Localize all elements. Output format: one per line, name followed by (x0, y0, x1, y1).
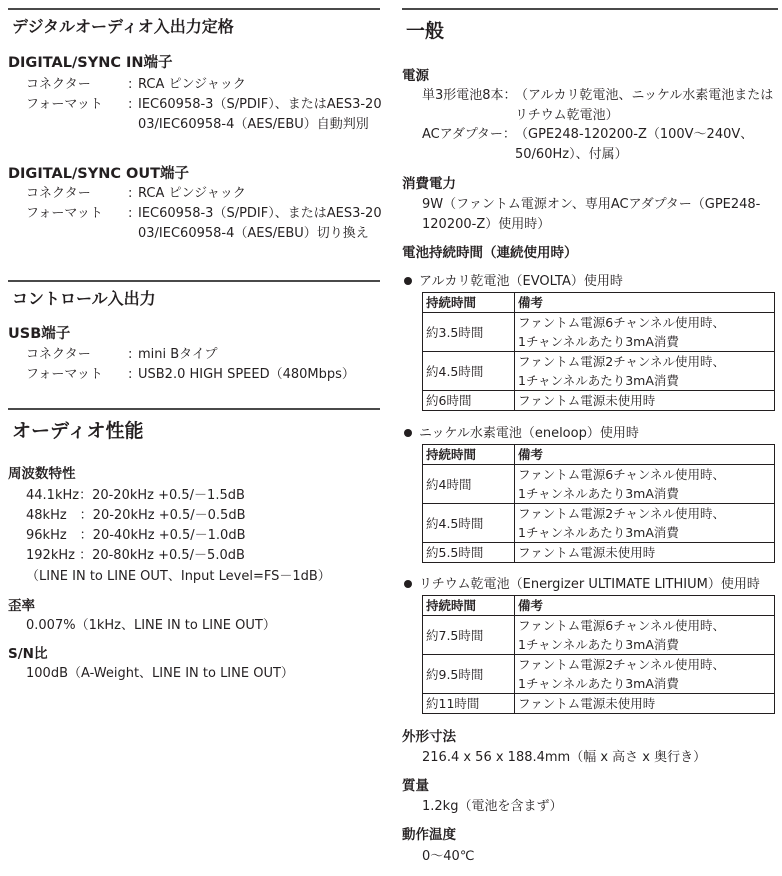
power-heading: 電源 (402, 68, 429, 84)
column-header: 備考 (515, 596, 775, 616)
duration-cell: 約4時間 (423, 465, 515, 504)
battery-group-title: リチウム乾電池（Energizer ULTIMATE LITHIUM）使用時 (404, 573, 760, 592)
bullet-icon (404, 277, 412, 285)
general-heading: 一般 (402, 8, 778, 46)
table-row (423, 352, 775, 391)
table-row (423, 616, 775, 655)
spec-value: RCA ピンジャック (138, 77, 246, 92)
duration-cell: 約4.5時間 (423, 352, 515, 391)
duration-cell: 約11時間 (423, 694, 515, 714)
spec-label: コネクター (26, 347, 91, 362)
out-connector-row: コネクター : RCA ピンジャック (26, 184, 376, 204)
spec-value: USB2.0 HIGH SPEED（480Mbps） (138, 367, 355, 382)
power-adapter-row (422, 125, 776, 165)
note-cell: ファントム電源未使用時 (515, 694, 775, 714)
column-header: 持続時間 (423, 596, 515, 616)
usb-connector-row: コネクター : mini Bタイプ (26, 345, 376, 365)
power-consumption-value: 9W（ファントム電源オン、専用ACアダプター（GPE248-120200-Z）使用時） (422, 197, 761, 232)
dimensions-heading: 外形寸法 (402, 729, 456, 745)
table-row (423, 504, 775, 543)
usb-format-row: フォーマット : USB2.0 HIGH SPEED（480Mbps） (26, 365, 386, 385)
duration-cell: 約4.5時間 (423, 504, 515, 543)
duration-cell: 約9.5時間 (423, 655, 515, 694)
spec-label: フォーマット (26, 367, 103, 382)
spec-value: IEC60958-3（S/PDIF）、またはAES3-2003/IEC60958-4（AES/EBU）切り換え (138, 206, 382, 241)
in-connector-row: コネクター : RCA ピンジャック (26, 75, 376, 95)
column-header: 備考 (515, 445, 775, 465)
column-header: 備考 (515, 293, 775, 313)
duration-cell: 約5.5時間 (423, 543, 515, 563)
spec-value: RCA ピンジャック (138, 186, 246, 201)
spec-label: コネクター (26, 77, 91, 92)
note-cell: ファントム電源6チャンネル使用時、 1チャンネルあたり3mA消費 (515, 313, 775, 352)
weight-heading: 質量 (402, 778, 429, 794)
bullet-icon (404, 580, 412, 588)
table-header-row (423, 445, 775, 465)
freq-line: 44.1kHz：20-20kHz +0.5/－1.5dB (26, 488, 245, 503)
weight-value: 1.2kg（電池を含まず） (422, 799, 563, 814)
duration-cell: 約6時間 (423, 391, 515, 411)
freq-condition: （LINE IN to LINE OUT、Input Level=FS－1dB） (26, 569, 331, 584)
spec-value: （アルカリ乾電池、ニッケル水素電池またはリチウム乾電池） (515, 88, 774, 123)
battery-life-heading: 電池持続時間（連続使用時） (402, 245, 578, 261)
spec-label: フォーマット (26, 206, 103, 221)
power-consumption-heading: 消費電力 (402, 176, 456, 192)
table-row (423, 543, 775, 563)
note-cell: ファントム電源2チャンネル使用時、 1チャンネルあたり3mA消費 (515, 504, 775, 543)
distortion-heading: 歪率 (8, 598, 35, 614)
battery-group-title: アルカリ乾電池（EVOLTA）使用時 (404, 270, 623, 289)
column-header: 持続時間 (423, 293, 515, 313)
duration-cell: 約7.5時間 (423, 616, 515, 655)
dimensions-value: 216.4 x 56 x 188.4mm（幅 x 高さ x 奥行き） (422, 750, 707, 765)
spec-label: ACアダプター： (422, 127, 516, 142)
out-format-row: フォーマット : IEC60958-3（S/PDIF）、またはAES3-2003/IEC60958-4（AES/EBU）切り換え (26, 204, 384, 244)
digital-sync-out-heading: DIGITAL/SYNC OUT端子 (8, 166, 190, 182)
note-cell: ファントム電源2チャンネル使用時、 1チャンネルあたり3mA消費 (515, 352, 775, 391)
note-cell: ファントム電源未使用時 (515, 543, 775, 563)
column-header: 持続時間 (423, 445, 515, 465)
in-format-row: フォーマット : IEC60958-3（S/PDIF）、またはAES3-2003/IEC60958-4（AES/EBU）自動判別 (26, 95, 384, 135)
freq-line: 96kHz ：20-40kHz +0.5/－1.0dB (26, 528, 246, 543)
table-header-row (423, 293, 775, 313)
spec-label: 単3形電池8本： (422, 88, 517, 103)
usb-heading: USB端子 (8, 326, 71, 342)
sn-ratio-heading: S/N比 (8, 646, 48, 662)
table-row (423, 694, 775, 714)
spec-value: （GPE248-120200-Z（100V～240V、50/60Hz）、付属） (515, 127, 754, 162)
digital-sync-in-heading: DIGITAL/SYNC IN端子 (8, 55, 173, 71)
battery-table-alkaline (422, 292, 775, 411)
freq-line: 192kHz ：20-80kHz +0.5/－5.0dB (26, 548, 245, 563)
operating-temperature-value: 0～40℃ (422, 849, 475, 864)
control-io-heading: コントロール入出力 (8, 280, 380, 310)
freq-line: 48kHz ：20-20kHz +0.5/－0.5dB (26, 508, 246, 523)
spec-value: IEC60958-3（S/PDIF）、またはAES3-2003/IEC60958-4（AES/EBU）自動判別 (138, 97, 382, 132)
table-header-row (423, 596, 775, 616)
spec-label: コネクター (26, 186, 91, 201)
note-cell: ファントム電源6チャンネル使用時、 1チャンネルあたり3mA消費 (515, 465, 775, 504)
duration-cell: 約3.5時間 (423, 313, 515, 352)
battery-table-lithium (422, 595, 775, 714)
note-cell: ファントム電源未使用時 (515, 391, 775, 411)
table-row (423, 391, 775, 411)
battery-table-nimh (422, 444, 775, 563)
table-row (423, 465, 775, 504)
table-row (423, 655, 775, 694)
frequency-response-heading: 周波数特性 (8, 466, 76, 482)
note-cell: ファントム電源6チャンネル使用時、 1チャンネルあたり3mA消費 (515, 616, 775, 655)
table-row (423, 313, 775, 352)
sn-ratio-value: 100dB（A-Weight、LINE IN to LINE OUT） (26, 666, 294, 681)
battery-group-title: ニッケル水素電池（eneloop）使用時 (404, 422, 639, 441)
spec-value: mini Bタイプ (138, 347, 218, 362)
distortion-value: 0.007%（1kHz、LINE IN to LINE OUT） (26, 618, 276, 633)
spec-label: フォーマット (26, 97, 103, 112)
operating-temperature-heading: 動作温度 (402, 827, 456, 843)
power-battery-row (422, 86, 776, 126)
audio-performance-heading: オーディオ性能 (8, 408, 380, 446)
note-cell: ファントム電源2チャンネル使用時、 1チャンネルあたり3mA消費 (515, 655, 775, 694)
digital-io-heading: デジタルオーディオ入出力定格 (8, 8, 380, 36)
bullet-icon (404, 429, 412, 437)
